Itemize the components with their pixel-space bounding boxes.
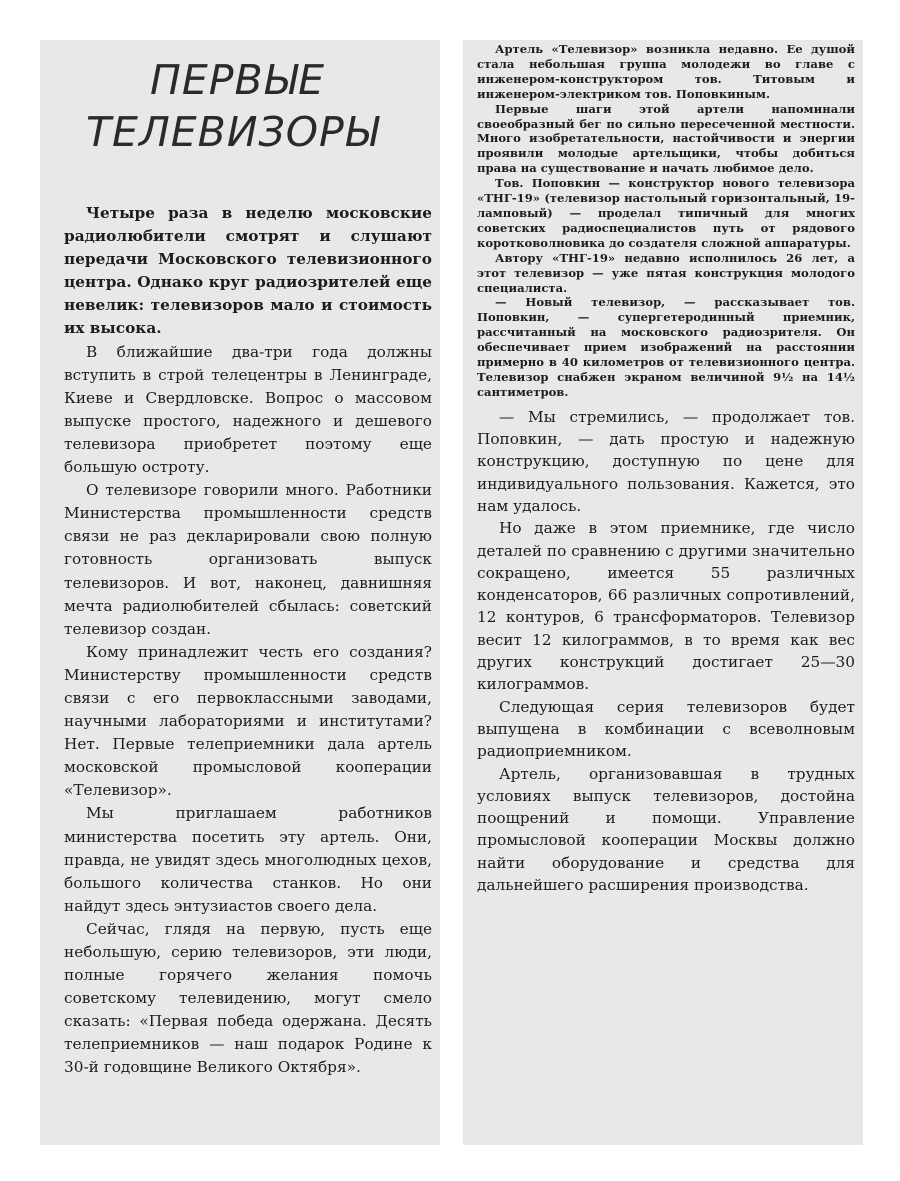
large-paragraph: Но даже в этом приемнике, где число деталей по сравнению с другими значительно сокращено, имеется 55 различных конденсаторов, 66 различных сопротивлений, 12 контуров, 6 трансформаторов. Телевизор весит 12 килограммов, в то время как вес других конструкций достигает 25—30 килограммов.	[477, 519, 855, 694]
large-paragraph: — Мы стремились, — продолжает тов. Поповкин, — дать простую и надежную конструкцию, доступную по цене для индивидуального пользования. Кажется, это нам удалось.	[477, 407, 855, 515]
small-paragraph: Тов. Поповкин — конструктор нового телевизора «ТНГ-19» (телевизор настольный горизонтальный, 19-ламповый) — проделал типичный для многих советских радиоспециалистов путь от рядового коротковолновика до создателя сложной аппаратуры.	[477, 176, 855, 250]
headline-line-2: ТЕЛЕВИЗОРЫ	[86, 108, 380, 156]
right-column	[463, 40, 863, 1145]
large-paragraph: Следующая серия телевизоров будет выпущена в комбинации с всеволновым радиоприемником.	[477, 697, 855, 761]
body-paragraph: В ближайшие два-три года должны вступить в строй телецентры в Ленинграде, Киеве и Свердловске. Вопрос о массовом выпуске простого, надежного и дешевого телевизора приобретет поэтому еще большую остроту.	[64, 342, 432, 477]
body-paragraph: Сейчас, глядя на первую, пусть еще небольшую, серию телевизоров, эти люди, полные горячего желания помочь советскому телевидению, могут смело сказать: «Первая победа одержана. Десять телеприемников — наш подарок Родине к 30-й годовщине Великого Октября».	[64, 919, 432, 1077]
left-column	[40, 40, 440, 1145]
headline	[64, 54, 432, 158]
large-paragraph: Артель, организовавшая в трудных условиях выпуск телевизоров, достойна поощрений и помощи. Управление промысловой кооперации Москвы должно найти оборудование и средства для дальнейшего расширения производства.	[477, 764, 855, 894]
body-paragraph: О телевизоре говорили много. Работники Министерства промышленности средств связи не раз декларировали свою полную готовность организовать выпуск телевизоров. И вот, наконец, давнишняя мечта радиолюбителей сбылась: советский телевизор создан.	[64, 481, 432, 638]
body-paragraph: Кому принадлежит честь его создания? Министерству промышленности средств связи с его первоклассными заводами, научными лабораториями и институтами? Нет. Первые телеприемники дала артель московской промысловой кооперации «Телевизор».	[64, 642, 432, 800]
small-paragraph: Автору «ТНГ-19» недавно исполнилось 26 лет, а этот телевизор — уже пятая конструкция молодого специалиста.	[477, 250, 855, 295]
small-paragraph: Артель «Телевизор» возникла недавно. Ее душой стала небольшая группа молодежи во главе с инженером-конструктором тов. Титовым и инженером-электриком тов. Поповкиным.	[477, 42, 855, 101]
small-paragraph: Первые шаги этой артели напоминали своеобразный бег по сильно пересеченной местности. Много изобретательности, настойчивости и энергии проявили молодые артельщики, чтобы добиться права на существование и начать любимое дело.	[477, 101, 855, 176]
lead-paragraph: Четыре раза в неделю московские радиолюбители смотрят и слушают передачи Московского телевизионного центра. Однако круг радиозрителей еще невелик: телевизоров мало и стоимость их высока.	[64, 204, 432, 338]
body-paragraph: Мы приглашаем работников министерства посетить эту артель. Они, правда, не увидят здесь многолюдных цехов, большого количества станков. Но они найдут здесь энтузиастов своего дела.	[64, 804, 432, 915]
headline-line-1: ПЕРВЫЕ	[150, 56, 326, 104]
small-paragraph: — Новый телевизор, — рассказывает тов. Поповкин, — супергетеродинный приемник, рассчитанный на московского радиозрителя. Он обеспечивает прием изображений на расстоянии примерно в 40 километров от телевизионного центра. Телевизор снабжен экраном величиной 9½ на 14½ сантиметров.	[477, 295, 855, 399]
